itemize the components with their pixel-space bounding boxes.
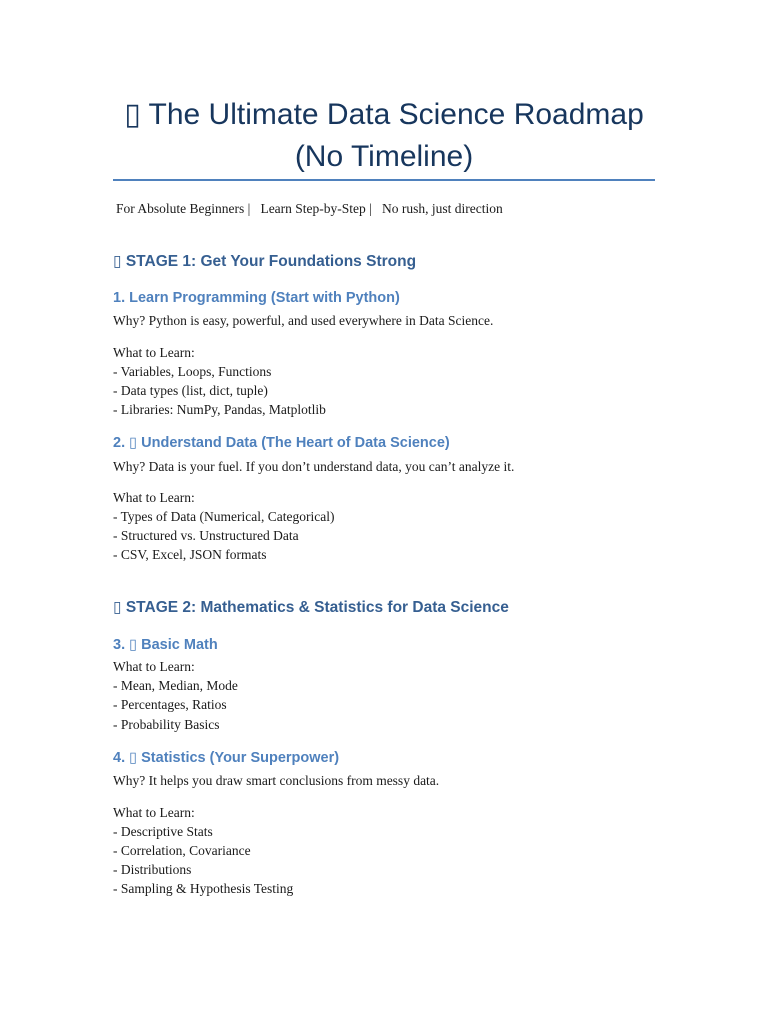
list-item: - Libraries: NumPy, Pandas, Matplotlib bbox=[113, 402, 326, 417]
title-divider bbox=[113, 179, 655, 181]
section-4-why: Why? It helps you draw smart conclusions from messy data. bbox=[113, 773, 440, 788]
list-item: - Mean, Median, Mode bbox=[113, 678, 238, 693]
list-item: - Probability Basics bbox=[113, 717, 220, 732]
section-1-heading: 1. Learn Programming (Start with Python) bbox=[113, 290, 400, 306]
section-1-why: Why? Python is easy, powerful, and used everywhere in Data Science. bbox=[113, 313, 494, 328]
missing-glyph-icon: ▯ bbox=[129, 750, 138, 766]
section-4-what-label: What to Learn: bbox=[113, 805, 195, 820]
list-item: - Descriptive Stats bbox=[113, 824, 213, 839]
list-item: - Structured vs. Unstructured Data bbox=[113, 528, 299, 543]
list-item: - Distributions bbox=[113, 862, 192, 877]
title-line-1: ▯ The Ultimate Data Science Roadmap bbox=[113, 94, 655, 136]
subtitle: For Absolute Beginners | Learn Step-by-Step | No rush, just direction bbox=[116, 201, 503, 216]
missing-glyph-icon: ▯ bbox=[124, 98, 141, 131]
section-3-what-label: What to Learn: bbox=[113, 659, 195, 674]
list-item: - Sampling & Hypothesis Testing bbox=[113, 881, 294, 896]
section-3-heading: 3. ▯ Basic Math bbox=[113, 637, 218, 653]
missing-glyph-icon: ▯ bbox=[129, 435, 138, 451]
section-2-what-label: What to Learn: bbox=[113, 490, 195, 505]
section-1-what-label: What to Learn: bbox=[113, 345, 195, 360]
section-4-heading: 4. ▯ Statistics (Your Superpower) bbox=[113, 750, 340, 766]
list-item: - Percentages, Ratios bbox=[113, 697, 227, 712]
list-item: - Variables, Loops, Functions bbox=[113, 364, 272, 379]
list-item: - CSV, Excel, JSON formats bbox=[113, 547, 267, 562]
stage-1-heading: ▯ STAGE 1: Get Your Foundations Strong bbox=[113, 253, 417, 270]
list-item: - Types of Data (Numerical, Categorical) bbox=[113, 509, 335, 524]
list-item: - Data types (list, dict, tuple) bbox=[113, 383, 268, 398]
stage-2-heading: ▯ STAGE 2: Mathematics & Statistics for Data Science bbox=[113, 599, 509, 616]
missing-glyph-icon: ▯ bbox=[113, 253, 122, 270]
title-line-2: (No Timeline) bbox=[294, 140, 474, 173]
list-item: - Correlation, Covariance bbox=[113, 843, 251, 858]
missing-glyph-icon: ▯ bbox=[129, 637, 138, 653]
missing-glyph-icon: ▯ bbox=[113, 599, 122, 616]
page-title bbox=[113, 94, 655, 178]
section-2-heading: 2. ▯ Understand Data (The Heart of Data Science) bbox=[113, 435, 450, 451]
section-2-why: Why? Data is your fuel. If you don’t understand data, you can’t analyze it. bbox=[113, 459, 515, 474]
